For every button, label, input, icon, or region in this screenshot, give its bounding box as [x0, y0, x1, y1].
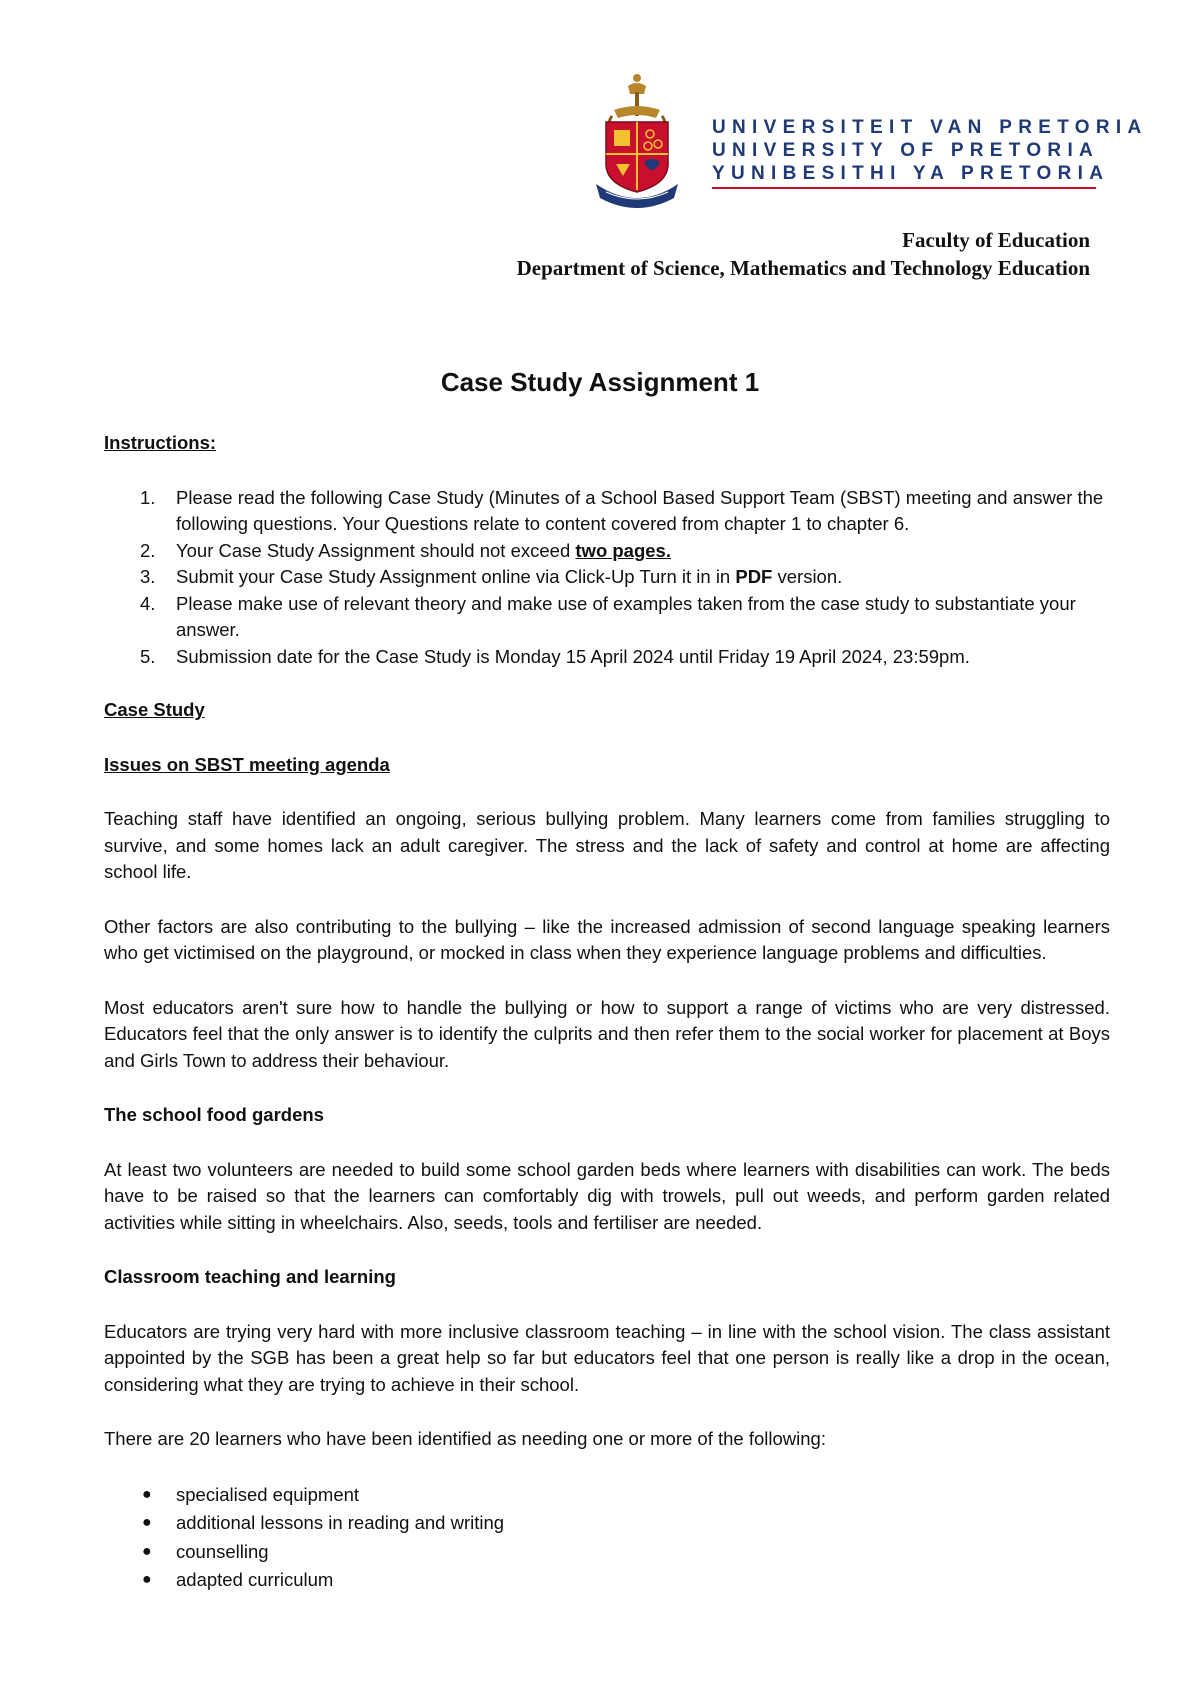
list-item-emphasis: two pages. — [575, 539, 671, 561]
list-item-number: 1. — [140, 486, 156, 508]
needs-list — [104, 1481, 1110, 1595]
list-item-number: 2. — [140, 539, 156, 561]
food-gardens-heading: The school food gardens — [104, 1104, 324, 1125]
bullet-icon: ● — [142, 1542, 152, 1560]
university-logo — [592, 72, 1148, 208]
bullet-icon: ● — [142, 1571, 152, 1588]
case-study-heading: Case Study — [104, 699, 205, 720]
list-item-text-after: version. — [772, 566, 843, 587]
classroom-heading: Classroom teaching and learning — [104, 1266, 396, 1287]
paragraph-needs-intro: There are 20 learners who have been identified as needing one or more of the following: — [104, 1428, 826, 1449]
university-names — [712, 116, 1148, 189]
faculty-name: Faculty of Education — [902, 228, 1090, 252]
list-item — [104, 1538, 1110, 1567]
university-crest-icon — [592, 72, 682, 208]
paragraph-contributing-factors: Other factors are also contributing to the bullying – like the increased admission of second language speaking learners who get victimised on the playground, or mocked in class when they experience language problems and difficulties. — [104, 915, 1110, 963]
list-item — [104, 591, 1110, 644]
list-item-text: Submission date for the Case Study is Monday 15 April 2024 until Friday 19 April 2024, 23:59pm. — [176, 645, 970, 667]
logo-rule — [712, 187, 1096, 189]
list-item-text: adapted curriculum — [176, 1569, 334, 1590]
list-item-text: Please read the following Case Study (Minutes of a School Based Support Team (SBST) meeting and answer the following questions. Your Questions relate to content covered from chapter 1 to chapter 6. — [176, 486, 1104, 534]
instructions-list — [104, 485, 1110, 671]
list-item — [104, 644, 1110, 671]
list-item-text: Please make use of relevant theory and make use of examples taken from the case study to substantiate your answer. — [176, 592, 1076, 640]
list-item-text: additional lessons in reading and writing — [176, 1512, 505, 1533]
paragraph-classroom: Educators are trying very hard with more inclusive classroom teaching – in line with the school vision. The class assistant appointed by the SGB has been a great help so far but educators feel that one person is really like a drop in the ocean, considering what they are trying to achieve in their school. — [104, 1320, 1110, 1395]
list-item — [104, 1509, 1110, 1538]
list-item-number: 5. — [140, 645, 156, 667]
list-item-text: specialised equipment — [176, 1483, 360, 1505]
list-item-emphasis: PDF — [735, 566, 773, 587]
bullet-icon: ● — [142, 1514, 152, 1531]
department-name: Department of Science, Mathematics and Technology Education — [516, 256, 1090, 280]
list-item-number: 4. — [140, 592, 156, 614]
list-item — [104, 1481, 1110, 1510]
paragraph-educators: Most educators aren't sure how to handle the bullying or how to support a range of victims who are very distressed. Educators feel that the only answer is to identify the culprits and then refer them to the social worker for placement at Boys and Girls Town to address their behaviour. — [104, 996, 1110, 1071]
university-name-sepedi: YUNIBESITHI YA PRETORIA — [712, 163, 1110, 184]
list-item — [104, 1566, 1110, 1595]
list-item — [104, 485, 1110, 538]
paragraph-bullying: Teaching staff have identified an ongoing, serious bullying problem. Many learners come from families struggling to survive, and some homes lack an adult caregiver. The stress and the lack of safety and control at home are affecting school life. — [104, 808, 1110, 882]
list-item-text: Submit your Case Study Assignment online via Click-Up Turn it in in — [176, 566, 736, 587]
instructions-heading: Instructions: — [104, 432, 217, 453]
list-item-text: Your Case Study Assignment should not exceed — [176, 539, 576, 561]
list-item-text: counselling — [176, 1540, 269, 1562]
agenda-heading: Issues on SBST meeting agenda — [104, 753, 390, 775]
paragraph-food-gardens: At least two volunteers are needed to build some school garden beds where learners with disabilities can work. The beds have to be raised so that the learners can comfortably dig with trowels, pull out weeds, and perform garden related activities while sitting in wheelchairs. Also, seeds, tools and fertiliser are needed. — [104, 1158, 1110, 1233]
university-name-afrikaans: UNIVERSITEIT VAN PRETORIA — [712, 117, 1148, 138]
document-body — [104, 430, 1110, 1595]
university-name-english: UNIVERSITY OF PRETORIA — [712, 140, 1100, 161]
list-item — [104, 564, 1110, 591]
list-item-number: 3. — [140, 566, 156, 587]
page-title: Case Study Assignment 1 — [440, 367, 760, 397]
bullet-icon: ● — [142, 1485, 152, 1503]
faculty-block — [517, 226, 1090, 282]
list-item — [104, 538, 1110, 565]
